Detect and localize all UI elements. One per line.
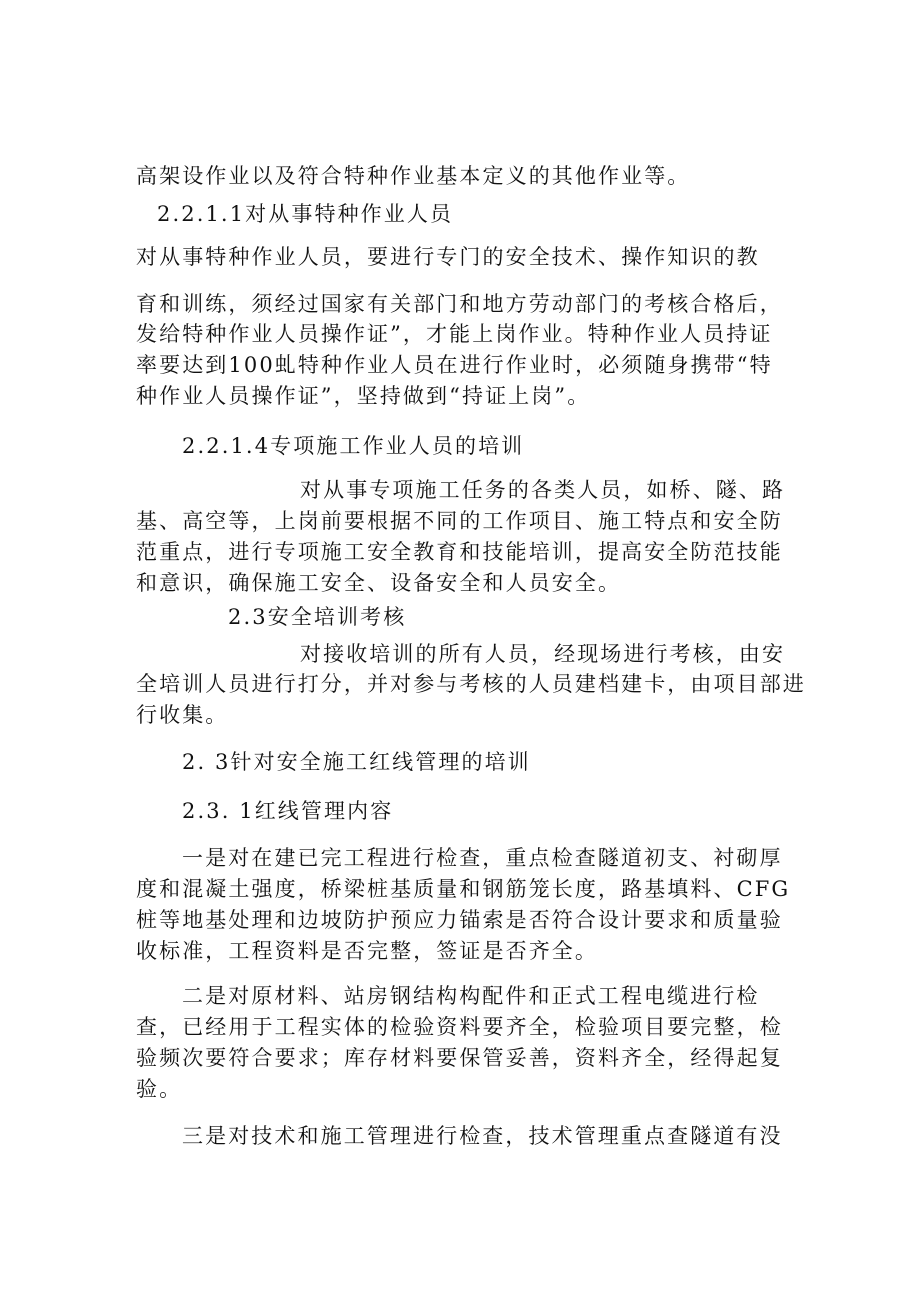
text-line: 对从事专项施工任务的各类人员，如桥、隧、路 <box>300 478 786 502</box>
section-heading: 2.2.1.4专项施工作业人员的培训 <box>182 434 525 458</box>
text-line: 高架设作业以及符合特种作业基本定义的其他作业等。 <box>136 164 691 188</box>
text-line: 度和混凝土强度，桥梁桩基质量和钢筋笼长度，路基填料、CFG <box>136 877 791 901</box>
text-line: 验。 <box>136 1077 183 1101</box>
text-line: 范重点，进行专项施工安全教育和技能培训，提高安全防范技能 <box>136 540 783 564</box>
text-line: 种作业人员操作证”，坚持做到“持证上岗”。 <box>136 384 591 408</box>
section-heading: 2. 3针对安全施工红线管理的培训 <box>182 750 531 774</box>
text-line: 率要达到100虬特种作业人员在进行作业时，必须随身携带“特 <box>136 353 773 377</box>
section-heading: 2.2.1.1对从事特种作业人员 <box>157 202 454 226</box>
text-line: 对从事特种作业人员，要进行专门的安全技术、操作知识的教 <box>136 245 760 269</box>
text-line: 育和训练，须经过国家有关部门和地方劳动部门的考核合格后， <box>136 292 783 316</box>
text-line: 验频次要符合要求；库存材料要保管妥善，资料齐全，经得起复 <box>136 1046 783 1070</box>
text-line: 发给特种作业人员操作证”，才能上岗作业。特种作业人员持证 <box>136 322 773 346</box>
text-line: 对接收培训的所有人员，经现场进行考核，由安 <box>300 642 786 666</box>
text-line: 行收集。 <box>136 703 229 727</box>
text-line: 桩等地基处理和边坡防护预应力锚索是否符合设计要求和质量验 <box>136 908 783 932</box>
section-heading: 2.3安全培训考核 <box>228 605 407 629</box>
text-line: 查，已经用于工程实体的检验资料要齐全，检验项目要完整，检 <box>136 1015 783 1039</box>
section-heading: 2.3. 1红线管理内容 <box>182 799 394 823</box>
text-line: 一是对在建已完工程进行检查，重点检查隧道初支、衬砌厚 <box>182 846 783 870</box>
text-line: 全培训人员进行打分，并对参与考核的人员建档建卡，由项目部进 <box>136 672 806 696</box>
text-line: 二是对原材料、站房钢结构构配件和正式工程电缆进行检 <box>182 984 760 1008</box>
text-line: 三是对技术和施工管理进行检查，技术管理重点查隧道有没 <box>182 1124 783 1148</box>
text-line: 收标准，工程资料是否完整，签证是否齐全。 <box>136 939 598 963</box>
text-line: 基、高空等，上岗前要根据不同的工作项目、施工特点和安全防 <box>136 509 783 533</box>
text-line: 和意识，确保施工安全、设备安全和人员安全。 <box>136 571 622 595</box>
